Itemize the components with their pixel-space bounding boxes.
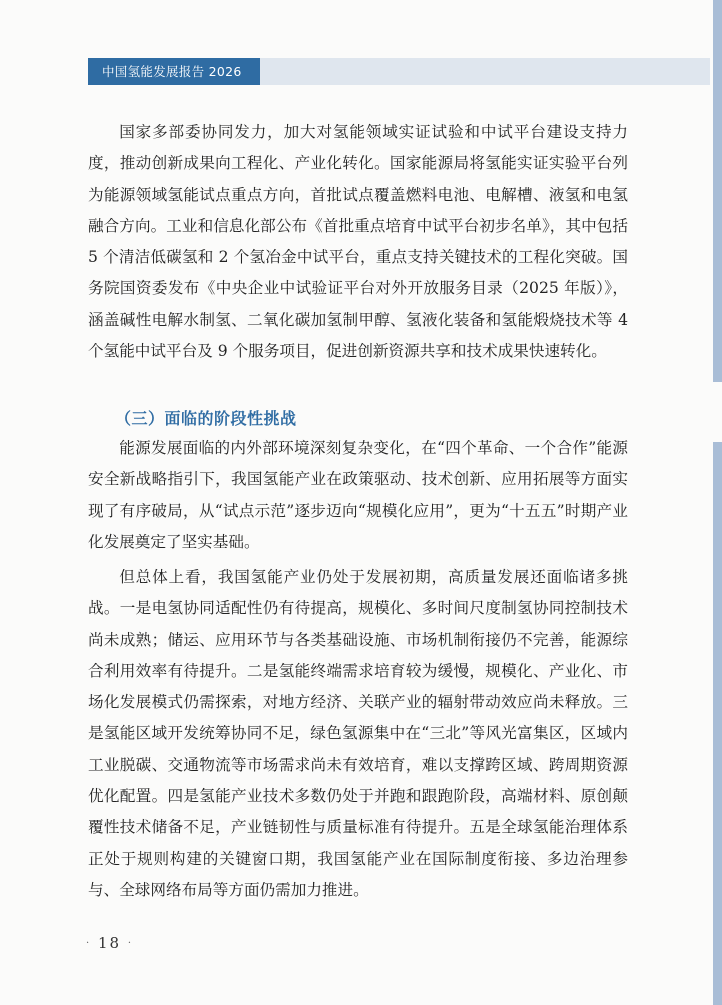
paragraph-block-1: [88, 117, 628, 367]
edge-tab-bottom: [713, 442, 722, 1005]
paragraph-block-3: [88, 562, 628, 906]
running-header-title: 中国氢能发展报告 2026: [88, 58, 260, 85]
body-paragraph: 能源发展面临的内外部环境深刻复杂变化，在“四个革命、一个合作”能源安全新战略指引下，我国氢能产业在政策驱动、技术创新、应用拓展等方面实现了有序破局，从“试点示范”逐步迈向“规模化应用”，更为“十五五”时期产业化发展奠定了坚实基础。: [88, 439, 628, 551]
body-paragraph: 国家多部委协同发力，加大对氢能领域实证试验和中试平台建设支持力度，推动创新成果向工程化、产业化转化。国家能源局将氢能实证实验平台列为能源领域氢能试点重点方向，首批试点覆盖燃料电池、电解槽、液氢和电氢融合方向。工业和信息化部公布《首批重点培育中试平台初步名单》，其中包括 5 个清洁低碳氢和 2 个氢冶金中试平台，重点支持关键技术的工程化突破。国务院国资委发布《中央企业中试验证平台对外开放服务目录（2025 年版）》，涵盖碱性电解水制氢、二氧化碳加氢制甲醇、氢液化装备和氢能煅烧技术等 4 个氢能中试平台及 9 个服务项目，促进创新资源共享和技术成果快速转化。: [88, 123, 628, 361]
page-number-value: 18: [97, 934, 122, 952]
page-number: [86, 934, 133, 952]
page-number-dot-right: ·: [127, 938, 134, 949]
edge-tab-top: [713, 0, 722, 382]
section-heading: （三）面临的阶段性挑战: [115, 409, 297, 428]
page-number-dot-left: ·: [86, 938, 92, 949]
body-paragraph: 但总体上看，我国氢能产业仍处于发展初期，高质量发展还面临诸多挑战。一是电氢协同适配性仍有待提高，规模化、多时间尺度制氢协同控制技术尚未成熟；储运、应用环节与各类基础设施、市场机制衔接仍不完善，能源综合利用效率有待提升。二是氢能终端需求培育较为缓慢，规模化、产业化、市场化发展模式仍需探索，对地方经济、关联产业的辐射带动效应尚未释放。三是氢能区域开发统筹协同不足，绿色氢源集中在“三北”等风光富集区，区域内工业脱碳、交通物流等市场需求尚未有效培育，难以支撑跨区域、跨周期资源优化配置。四是氢能产业技术多数仍处于并跑和跟跑阶段，高端材料、原创颠覆性技术储备不足，产业链韧性与质量标准有待提升。五是全球氢能治理体系正处于规则构建的关键窗口期，我国氢能产业在国际制度衔接、多边治理参与、全球网络布局等方面仍需加力推进。: [88, 568, 628, 899]
paragraph-block-2: [88, 433, 628, 558]
